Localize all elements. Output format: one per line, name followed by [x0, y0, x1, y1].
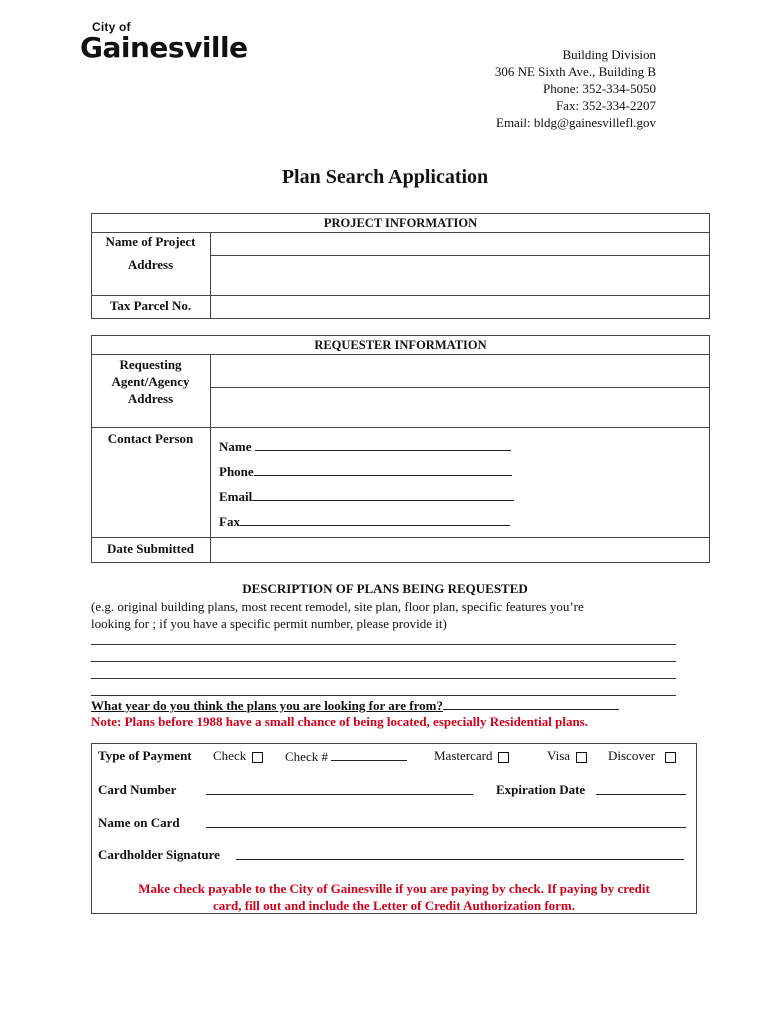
contact-email-row: [219, 488, 514, 505]
contact-block: [495, 46, 656, 131]
description-line-1[interactable]: [91, 644, 676, 646]
check-checkbox[interactable]: [252, 752, 263, 763]
check-number-label: Check #: [285, 749, 328, 764]
contact-phone-label: Phone: [219, 464, 254, 479]
visa-option: [547, 748, 587, 764]
expiration-label: Expiration Date: [496, 782, 586, 797]
tax-parcel-label: Tax Parcel No.: [109, 298, 192, 313]
payment-type-row: [98, 748, 688, 764]
discover-checkbox[interactable]: [665, 752, 676, 763]
visa-checkbox[interactable]: [576, 752, 587, 763]
project-name-field[interactable]: [212, 233, 709, 254]
requesting-label-line-2: Agent/Agency: [111, 374, 190, 389]
project-address-label: Address: [127, 257, 174, 272]
date-submitted-field[interactable]: [212, 538, 709, 562]
contact-fax-label: Fax: [219, 514, 240, 529]
date-submitted-label: Date Submitted: [106, 541, 195, 556]
requester-address-field[interactable]: [212, 388, 709, 426]
contact-name-row: [219, 438, 511, 455]
check-number-option: [285, 748, 407, 765]
description-line-2[interactable]: [91, 661, 676, 663]
contact-person-label: Contact Person: [107, 431, 194, 446]
signature-label: Cardholder Signature: [98, 847, 220, 862]
contact-phone-row: [219, 463, 512, 480]
tax-parcel-field[interactable]: [212, 296, 709, 318]
description-hint: [91, 598, 691, 632]
card-number-label: Card Number: [98, 782, 177, 797]
expiration-input[interactable]: [596, 782, 686, 795]
project-info-header: PROJECT INFORMATION: [323, 216, 478, 230]
requester-info-header: REQUESTER INFORMATION: [314, 338, 487, 352]
contact-name-label: Name: [219, 439, 252, 454]
contact-division: Building Division: [562, 47, 656, 62]
check-option: [213, 748, 263, 764]
contact-phone: Phone: 352-334-5050: [542, 81, 656, 96]
description-hint-line-2: looking for ; if you have a specific permit number, please provide it): [91, 616, 447, 631]
card-number-row: [98, 782, 688, 798]
requesting-label-line-1: Requesting: [119, 357, 182, 372]
logo-gainesville: Gainesville: [80, 31, 248, 64]
mastercard-checkbox[interactable]: [498, 752, 509, 763]
year-question-row: [91, 697, 619, 714]
mastercard-label: Mastercard: [434, 748, 493, 763]
project-name-label: Name of Project: [105, 234, 196, 249]
plans-note: Note: Plans before 1988 have a small chance of being located, especially Residential plans.: [91, 714, 588, 729]
year-input[interactable]: [443, 697, 619, 710]
contact-email: Email: bldg@gainesvillefl.gov: [496, 115, 656, 130]
page-title: Plan Search Application: [281, 166, 489, 188]
requesting-agent-label: [91, 356, 210, 407]
requesting-agent-field[interactable]: [212, 355, 709, 386]
description-header: DESCRIPTION OF PLANS BEING REQUESTED: [242, 581, 528, 596]
project-address-field[interactable]: [212, 256, 709, 294]
contact-fax: Fax: 352-334-2207: [555, 98, 656, 113]
description-line-3[interactable]: [91, 678, 676, 680]
requester-address-label: Address: [127, 391, 174, 406]
logo-city-of: City of: [92, 20, 131, 34]
name-on-card-label: Name on Card: [98, 815, 180, 830]
description-hint-line-1: (e.g. original building plans, most recent remodel, site plan, floor plan, specific features you’re: [91, 599, 584, 614]
contact-fax-row: [219, 513, 510, 530]
name-on-card-row: [98, 815, 688, 831]
contact-email-label: Email: [219, 489, 253, 504]
contact-fax-input[interactable]: [240, 513, 510, 526]
check-label: Check: [213, 748, 247, 763]
signature-row: [98, 847, 688, 863]
contact-name-input[interactable]: [255, 438, 511, 451]
check-number-input[interactable]: [331, 748, 407, 761]
payment-footer-line-2: card, fill out and include the Letter of Credit Authorization form.: [212, 898, 576, 913]
contact-address: 306 NE Sixth Ave., Building B: [494, 64, 656, 79]
discover-label: Discover: [608, 748, 655, 763]
contact-phone-input[interactable]: [254, 463, 512, 476]
payment-type-label: Type of Payment: [98, 748, 192, 763]
payment-footer: [91, 880, 697, 914]
payment-footer-line-1: Make check payable to the City of Gainesville if you are paying by check. If paying by credit: [138, 881, 650, 896]
card-number-input[interactable]: [206, 782, 473, 795]
discover-option: [608, 748, 676, 764]
contact-email-input[interactable]: [252, 488, 514, 501]
signature-input[interactable]: [236, 847, 684, 860]
visa-label: Visa: [547, 748, 571, 763]
year-question: What year do you think the plans you are looking for are from?: [91, 698, 443, 713]
mastercard-option: [434, 748, 509, 764]
name-on-card-input[interactable]: [206, 815, 686, 828]
